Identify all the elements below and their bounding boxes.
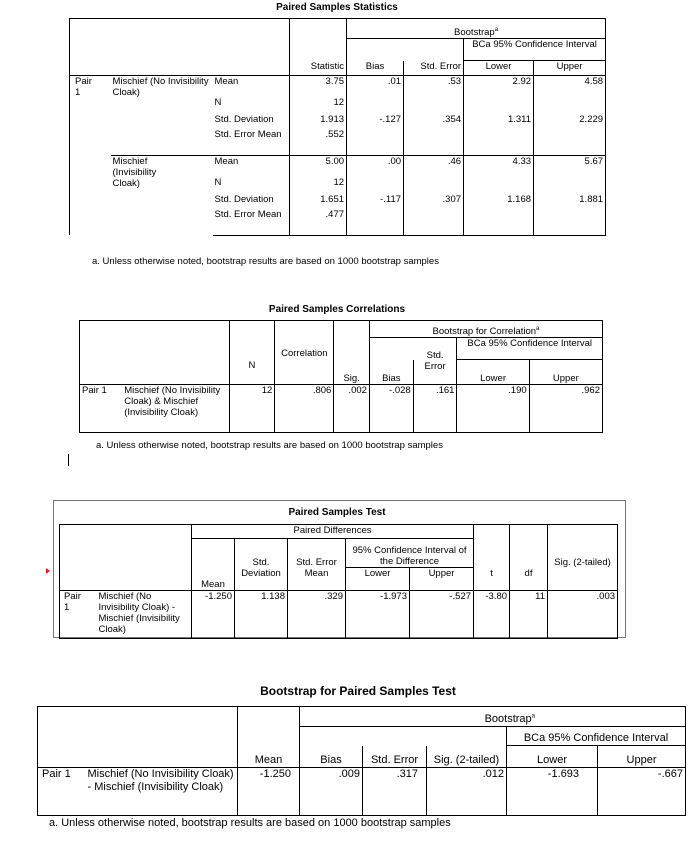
bias-value: -.117 [347, 190, 404, 207]
std-deviation-value: 1.138 [235, 590, 288, 638]
col-bias: Bias [300, 746, 363, 767]
variable-name: Mischief (Invisibility Cloak) [111, 155, 213, 235]
paired-samples-correlations-title: Paired Samples Correlations [268, 304, 406, 315]
col-bias: Bias [347, 61, 404, 75]
statistic-value: .552 [290, 127, 347, 155]
variable-name: Mischief (No Invisibility Cloak) - Mischief (Invisibility Cloak) [97, 590, 192, 638]
lower-value: .190 [457, 384, 529, 432]
bootstrap-paired-test-title: Bootstrap for Paired Samples Test [260, 684, 456, 698]
stat-label: Std. Deviation [214, 114, 274, 125]
bias-value: -.127 [347, 110, 404, 127]
col-upper: Upper [529, 360, 602, 384]
col-mean: Mean [238, 746, 300, 767]
statistic-value: 12 [290, 177, 347, 190]
statistic-value: .477 [290, 207, 347, 235]
std-error-value: .46 [404, 155, 464, 177]
stat-label: Mean [214, 75, 239, 87]
bootstrap-paired-test-table [37, 706, 686, 816]
paired-samples-correlations-table [79, 320, 603, 433]
statistic-value: 3.75 [290, 75, 347, 97]
variable-name: Mischief (No Invisibility Cloak) & Mischief (Invisibility Cloak) [122, 384, 229, 432]
bias-value: .009 [300, 767, 363, 815]
bca-interval-header: BCa 95% Confidence Interval [457, 338, 603, 360]
pair-number: 1 [64, 601, 70, 613]
stat-label: N [214, 97, 222, 108]
upper-value: 2.229 [534, 110, 606, 127]
bootstrap-header: Bootstrap [454, 27, 495, 38]
upper-value: 4.58 [534, 75, 606, 97]
lower-value: -1.973 [346, 590, 410, 638]
col-sig-2-tailed: Sig. (2-tailed) [427, 746, 507, 767]
mean-value: -1.250 [238, 767, 300, 815]
col-mean: Mean [192, 568, 235, 591]
upper-value: 1.881 [534, 190, 606, 207]
paired-differences-header: Paired Differences [192, 525, 474, 539]
col-t: t [474, 568, 510, 591]
statistic-value: 12 [290, 97, 347, 110]
footnote-marker: a [494, 26, 499, 33]
bias-value: .01 [347, 75, 404, 97]
table-row [38, 767, 686, 815]
lower-value: 4.33 [464, 155, 534, 177]
lower-value: 1.168 [464, 190, 534, 207]
text-cursor [68, 454, 69, 466]
bootstrap-header: Bootstrap [484, 713, 532, 725]
bootstrap-header: Bootstrap for Correlation [432, 326, 537, 337]
col-sig-2-tailed: Sig. (2-tailed) [548, 557, 618, 580]
confidence-interval-header: 95% Confidence Interval of the Difference [346, 539, 474, 568]
stat-label: Std. Error Mean [214, 129, 282, 140]
paired-samples-test-table [59, 524, 618, 639]
std-error-value: .354 [404, 110, 464, 127]
col-upper: Upper [410, 568, 474, 591]
bias-value: .00 [347, 155, 404, 177]
col-lower: Lower [457, 360, 529, 384]
col-df: df [510, 568, 548, 591]
upper-value: -.527 [410, 590, 474, 638]
pair-number: 1 [75, 86, 81, 98]
df-value: 11 [510, 590, 548, 638]
n-value: 12 [229, 384, 275, 432]
paired-samples-statistics-table [69, 18, 606, 236]
footnote: a. Unless otherwise noted, bootstrap results are based on 1000 bootstrap samples [92, 256, 439, 267]
selection-arrow-icon [46, 568, 50, 574]
table-row [80, 384, 603, 432]
std-error-mean-value: .329 [288, 590, 346, 638]
col-lower: Lower [507, 746, 598, 767]
variable-name: Mischief (No Invisibility Cloak) - Mischief (Invisibility Cloak) [86, 767, 238, 815]
col-bias: Bias [369, 360, 413, 384]
table-row [70, 75, 606, 97]
stat-label: Std. Deviation [214, 194, 274, 205]
paired-samples-test-title: Paired Samples Test [288, 507, 386, 518]
std-error-value: .307 [404, 190, 464, 207]
table-row [70, 155, 606, 177]
table-row [60, 590, 618, 638]
std-error-value: .53 [404, 75, 464, 97]
mean-value: -1.250 [192, 590, 235, 638]
paired-samples-statistics-title: Paired Samples Statistics [276, 2, 398, 13]
col-upper: Upper [598, 746, 686, 767]
footnote: a. Unless otherwise noted, bootstrap results are based on 1000 bootstrap samples [96, 440, 443, 451]
stat-label: Mean [213, 155, 290, 177]
variable-name: Mischief (No Invisibility Cloak) [112, 75, 209, 98]
sig-value: .012 [427, 767, 507, 815]
col-upper: Upper [534, 61, 606, 75]
bca-interval-header: BCa 95% Confidence Interval [507, 727, 686, 746]
bias-value: -.028 [369, 384, 413, 432]
upper-value: .962 [529, 384, 602, 432]
col-std-error-mean: Std. Error Mean [288, 557, 346, 580]
col-statistic: Statistic [290, 61, 347, 75]
statistic-value: 1.913 [290, 110, 347, 127]
col-std-error: Std. Error [404, 61, 464, 75]
upper-value: 5.67 [534, 155, 606, 177]
col-sig: Sig. [334, 360, 370, 384]
pair-label: Pair [64, 590, 81, 602]
col-std-deviation: Std. Deviation [235, 557, 288, 580]
lower-value: 1.311 [464, 110, 534, 127]
statistic-value: 1.651 [290, 190, 347, 207]
footnote: a. Unless otherwise noted, bootstrap results are based on 1000 bootstrap samples [49, 817, 451, 829]
col-lower: Lower [464, 61, 534, 75]
std-error-value: .317 [363, 767, 427, 815]
stat-label: Std. Error Mean [213, 207, 290, 235]
t-value: -3.80 [474, 590, 510, 638]
sig-value: .002 [334, 384, 370, 432]
bca-interval-header: BCa 95% Confidence Interval [464, 39, 606, 61]
correlation-value: .806 [275, 384, 334, 432]
footnote-marker: a [531, 713, 535, 720]
sig-value: .003 [548, 590, 618, 638]
statistic-value: 5.00 [290, 155, 347, 177]
col-std-error: Std. Error [413, 348, 457, 372]
stat-label: N [214, 177, 222, 188]
upper-value: -.667 [598, 767, 686, 815]
col-std-error: Std. Error [363, 746, 427, 767]
std-error-value: .161 [413, 384, 457, 432]
footnote-marker: a [536, 325, 540, 332]
lower-value: -1.693 [507, 767, 598, 815]
col-lower: Lower [346, 568, 410, 591]
pair-label: Pair [75, 75, 92, 87]
col-n: N [229, 360, 275, 384]
pair-label: Pair 1 [38, 767, 86, 815]
lower-value: 2.92 [464, 75, 534, 97]
col-correlation: Correlation [275, 348, 334, 372]
pair-label: Pair 1 [80, 384, 123, 432]
